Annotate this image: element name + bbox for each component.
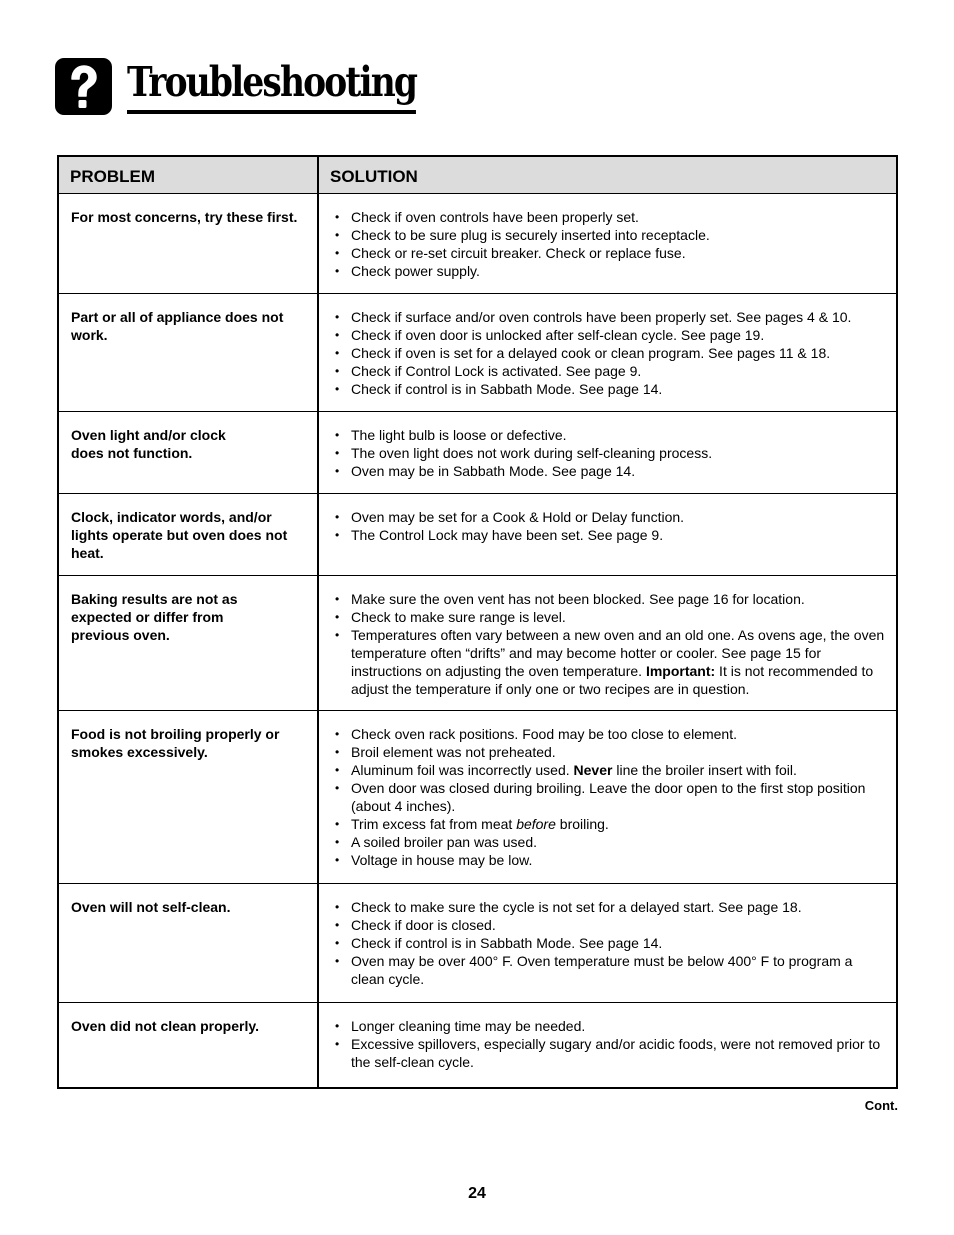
- solution-list: [331, 725, 886, 869]
- solution-cell: [318, 711, 897, 884]
- table-row: [58, 294, 897, 412]
- table-header-row: [58, 156, 897, 194]
- table-row: [58, 412, 897, 494]
- solution-item: [331, 308, 886, 326]
- solution-item: [331, 761, 886, 779]
- solution-cell: [318, 194, 897, 294]
- solution-text: Check if oven is set for a delayed cook or clean program. See pages 11 & 18.: [351, 345, 831, 361]
- column-header-solution: SOLUTION: [318, 156, 897, 194]
- solution-item: [331, 851, 886, 869]
- solution-item: [331, 898, 886, 916]
- solution-text: Check to make sure range is level.: [351, 609, 566, 625]
- solution-text: Check oven rack positions. Food may be too close to element.: [351, 726, 737, 742]
- solution-item: [331, 833, 886, 851]
- solution-text: Oven may be set for a Cook & Hold or Delay function.: [351, 509, 685, 525]
- solution-item: [331, 362, 886, 380]
- table-row: [58, 884, 897, 1003]
- solution-item: [331, 344, 886, 362]
- solution-item: [331, 743, 886, 761]
- solution-emphasis: before: [516, 816, 556, 832]
- solution-item: [331, 380, 886, 398]
- solution-text: The light bulb is loose or defective.: [351, 427, 567, 443]
- problem-cell: Oven will not self-clean.: [58, 884, 318, 1003]
- solution-text: Excessive spillovers, especially sugary and/or acidic foods, were not removed prior to the self-clean cycle.: [351, 1036, 881, 1070]
- solution-cell: [318, 576, 897, 711]
- solution-item: [331, 815, 886, 833]
- solution-text: Oven door was closed during broiling. Leave the door open to the first stop position (about 4 inches).: [351, 780, 866, 814]
- question-mark-icon: [55, 58, 112, 115]
- solution-item: [331, 326, 886, 344]
- solution-text: It is not recommended to adjust the temperature if only one or two recipes are in question.: [351, 663, 874, 697]
- solution-item: [331, 1017, 886, 1035]
- continued-label: Cont.: [864, 1098, 898, 1113]
- solution-list: [331, 208, 886, 280]
- solution-text: Check if Control Lock is activated. See page 9.: [351, 363, 642, 379]
- solution-text: line the broiler insert with foil.: [612, 762, 797, 778]
- solution-cell: [318, 412, 897, 494]
- solution-item: [331, 779, 886, 815]
- solution-item: [331, 208, 886, 226]
- solution-text: A soiled broiler pan was used.: [351, 834, 537, 850]
- solution-item: [331, 916, 886, 934]
- solution-item: [331, 725, 886, 743]
- page-title: Troubleshooting: [127, 56, 416, 114]
- problem-cell: For most concerns, try these first.: [58, 194, 318, 294]
- table-row: [58, 576, 897, 711]
- solution-item: [331, 226, 886, 244]
- solution-text: Voltage in house may be low.: [351, 852, 533, 868]
- table-row: [58, 1003, 897, 1088]
- column-header-problem: PROBLEM: [58, 156, 318, 194]
- solution-text: Oven may be over 400° F. Oven temperature must be below 400° F to program a clean cycle.: [351, 953, 853, 987]
- solution-list: [331, 426, 886, 480]
- solution-item: [331, 608, 886, 626]
- solution-text: Longer cleaning time may be needed.: [351, 1018, 586, 1034]
- solution-cell: [318, 1003, 897, 1088]
- table-row: [58, 711, 897, 884]
- solution-item: [331, 444, 886, 462]
- solution-list: [331, 1017, 886, 1071]
- solution-text: Check to make sure the cycle is not set for a delayed start. See page 18.: [351, 899, 802, 915]
- table-body: [58, 194, 897, 1088]
- solution-text: Check if control is in Sabbath Mode. See page 14.: [351, 381, 663, 397]
- solution-text: Check power supply.: [351, 263, 480, 279]
- solution-cell: [318, 294, 897, 412]
- solution-text: Check if oven door is unlocked after self-clean cycle. See page 19.: [351, 327, 765, 343]
- problem-cell: Oven did not clean properly.: [58, 1003, 318, 1088]
- solution-text: Make sure the oven vent has not been blocked. See page 16 for location.: [351, 591, 805, 607]
- solution-item: [331, 934, 886, 952]
- solution-text: Oven may be in Sabbath Mode. See page 14.: [351, 463, 636, 479]
- solution-text: Check if door is closed.: [351, 917, 496, 933]
- solution-text: Broil element was not preheated.: [351, 744, 556, 760]
- solution-list: [331, 308, 886, 398]
- solution-item: [331, 590, 886, 608]
- solution-item: [331, 626, 886, 698]
- page-number: 24: [468, 1185, 486, 1202]
- solution-text: Aluminum foil was incorrectly used.: [351, 762, 574, 778]
- solution-text: Check if surface and/or oven controls have been properly set. See pages 4 & 10.: [351, 309, 852, 325]
- solution-text: The Control Lock may have been set. See page 9.: [351, 527, 664, 543]
- solution-list: [331, 590, 886, 698]
- solution-item: [331, 462, 886, 480]
- solution-emphasis: Important:: [645, 663, 716, 679]
- solution-list: [331, 898, 886, 988]
- problem-cell: Clock, indicator words, and/or lights operate but oven does not heat.: [58, 494, 318, 576]
- solution-text: The oven light does not work during self-cleaning process.: [351, 445, 713, 461]
- problem-cell: Oven light and/or clock does not function.: [58, 412, 318, 494]
- problem-cell: Food is not broiling properly or smokes excessively.: [58, 711, 318, 884]
- solution-item: [331, 508, 886, 526]
- solution-item: [331, 1035, 886, 1071]
- solution-text: broiling.: [555, 816, 609, 832]
- problem-cell: Part or all of appliance does not work.: [58, 294, 318, 412]
- solution-item: [331, 952, 886, 988]
- solution-text: Trim excess fat from meat: [351, 816, 517, 832]
- solution-item: [331, 262, 886, 280]
- solution-item: [331, 426, 886, 444]
- solution-item: [331, 244, 886, 262]
- solution-text: Check if control is in Sabbath Mode. See page 14.: [351, 935, 663, 951]
- solution-list: [331, 508, 886, 544]
- table-row: [58, 194, 897, 294]
- solution-text: Temperatures often vary between a new oven and an old one. As ovens age, the oven temperature often “drifts” and may become hotter or cooler. See page 15 for instructions on adjusting the oven temperature.: [351, 627, 885, 679]
- solution-cell: [318, 494, 897, 576]
- troubleshooting-table: [57, 155, 898, 1089]
- solution-text: Check to be sure plug is securely inserted into receptacle.: [351, 227, 710, 243]
- table-row: [58, 494, 897, 576]
- solution-emphasis: Never: [573, 762, 613, 778]
- solution-cell: [318, 884, 897, 1003]
- solution-text: Check if oven controls have been properly set.: [351, 209, 639, 225]
- solution-text: Check or re-set circuit breaker. Check or replace fuse.: [351, 245, 686, 261]
- problem-cell: Baking results are not as expected or differ from previous oven.: [58, 576, 318, 711]
- solution-item: [331, 526, 886, 544]
